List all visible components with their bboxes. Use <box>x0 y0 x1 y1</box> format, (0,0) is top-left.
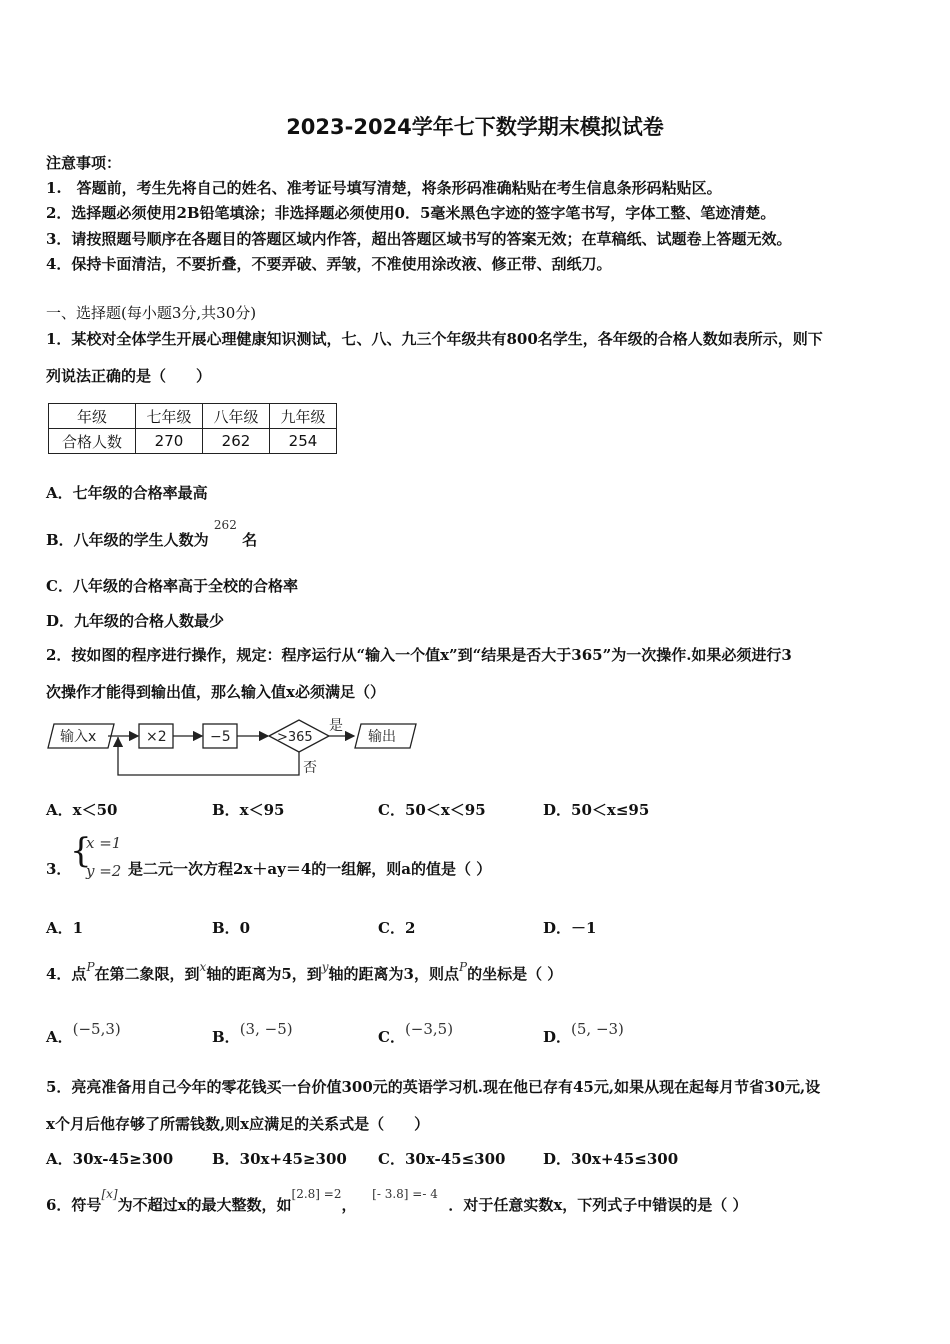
q4-stem-part: 在第二象限，到 <box>94 965 200 983</box>
q6-stem-part: 为不超过x的最大整数，如 <box>117 1196 292 1214</box>
q2-option-a: A．x＜50 <box>46 801 118 819</box>
q6-symbol: [x] <box>101 1187 118 1201</box>
q5-option-c: C．30x-45≤300 <box>378 1150 506 1168</box>
flow-yes-label: 是 <box>329 718 343 734</box>
q1-option-c: C．八年级的合格率高于全校的合格率 <box>46 577 298 595</box>
table-cell: 年级 <box>49 404 136 429</box>
q1-stem-line2: 列说法正确的是（ ） <box>46 367 212 385</box>
q1-option-b-text: B．八年级的学生人数为 <box>46 531 209 549</box>
notice-item-3: 3．请按照题号顺序在各题目的答题区域内作答，超出答题区域书写的答案无效；在草稿纸、试题卷上答题无效。 <box>46 230 792 248</box>
q1-option-d: D．九年级的合格人数最少 <box>46 612 225 630</box>
table-cell: 262 <box>203 429 270 454</box>
q5-stem-line2: x个月后他存够了所需钱数,则x应满足的关系式是（ ） <box>46 1115 430 1133</box>
q4-option-value: (−5,3) <box>72 1020 121 1038</box>
q2-option-c: C．50＜x＜95 <box>378 801 486 819</box>
table-cell: 254 <box>270 429 337 454</box>
q4-option-label: C． <box>378 1028 405 1046</box>
q1-option-b-unit: 名 <box>242 531 258 549</box>
q1-option-b <box>46 518 258 550</box>
section-heading: 一、选择题(每小题3分,共30分) <box>46 304 257 322</box>
q4-option-d <box>543 1020 624 1047</box>
q1-stem-line1: 1．某校对全体学生开展心理健康知识测试，七、八、九三个年级共有800名学生，各年级的合格人数如表所示，则下 <box>46 330 823 348</box>
q3-eq1: x =1 <box>86 834 122 852</box>
flow-no-label: 否 <box>303 760 317 776</box>
q4-stem-part: 轴的距离为5，到 <box>206 965 322 983</box>
notice-item-1: 1. 答题前，考生先将自己的姓名、准考证号填写清楚，将条形码准确粘贴在考生信息条形码粘贴区。 <box>46 179 722 197</box>
q3-option-a: A．1 <box>46 919 84 937</box>
q4-option-label: D． <box>543 1028 572 1046</box>
q4-stem <box>46 960 563 984</box>
q3-option-b: B．0 <box>212 919 251 937</box>
q3-stem: 是二元一次方程2x＋ay＝4的一组解，则a的值是（ ） <box>128 860 492 878</box>
flow-multiply-label: ×2 <box>146 729 167 745</box>
q4-option-value: (−3,5) <box>404 1020 454 1038</box>
flow-condition-label: >365 <box>277 730 313 745</box>
q4-axis-y: y <box>321 960 329 974</box>
q5-option-d: D．30x+45≤300 <box>543 1150 679 1168</box>
q4-stem-part: 的坐标是（ ） <box>467 965 563 983</box>
table-cell: 九年级 <box>270 404 337 429</box>
q1-option-b-number: 262 <box>213 518 237 532</box>
table-cell: 七年级 <box>136 404 203 429</box>
q4-point-p: P <box>86 960 95 974</box>
flow-subtract-label: −5 <box>210 729 231 745</box>
q4-axis-x: x <box>199 960 207 974</box>
q6-stem-part: ， <box>341 1196 357 1214</box>
q5-stem-line1: 5．亮亮准备用自己今年的零花钱买一台价值300元的英语学习机.现在他已存有45元,如果从现在起每月节省30元,设 <box>46 1078 821 1096</box>
q2-option-d: D．50＜x≤95 <box>543 801 650 819</box>
q5-option-a: A．30x-45≥300 <box>46 1150 174 1168</box>
q6-stem-part: 6．符号 <box>46 1196 102 1214</box>
table-row <box>49 404 337 429</box>
notice-item-2: 2．选择题必须使用2B铅笔填涂；非选择题必须使用0．5毫米黑色字迹的签字笔书写，字体工整、笔迹清楚。 <box>46 204 776 222</box>
q3-brace: { <box>70 831 92 871</box>
q6-example-2: [- 3.8] =- 4 <box>372 1187 438 1201</box>
q4-option-value: (3, −5) <box>239 1020 293 1038</box>
q4-stem-part: 轴的距离为3，则点 <box>328 965 459 983</box>
q3-option-d: D．－1 <box>543 919 597 937</box>
q4-option-label: B． <box>212 1028 240 1046</box>
q2-stem-line1: 2．按如图的程序进行操作，规定：程序运行从“输入一个值x”到“结果是否大于365”为一次操作.如果必须进行3 <box>46 646 792 664</box>
table-cell: 270 <box>136 429 203 454</box>
flowchart <box>44 716 424 780</box>
q4-option-label: A． <box>46 1028 73 1046</box>
q2-stem-line2: 次操作才能得到输出值，那么输入值x必须满足（） <box>46 683 385 701</box>
table-row <box>49 429 337 454</box>
flow-input-label: 输入x <box>60 729 97 745</box>
q6-example-1: [2.8] =2 <box>291 1187 342 1201</box>
q6-stem-part: ．对于任意实数x，下列式子中错误的是（ ） <box>448 1196 748 1214</box>
q4-stem-part: 4．点 <box>46 965 87 983</box>
notice-item-4: 4．保持卡面清洁，不要折叠，不要弄破、弄皱，不准使用涂改液、修正带、刮纸刀。 <box>46 255 612 273</box>
q4-option-b <box>212 1020 293 1047</box>
q3-eq2: y =2 <box>86 862 122 880</box>
grade-table <box>48 403 337 454</box>
q4-point-p: P <box>459 960 468 974</box>
q4-option-a <box>46 1020 121 1047</box>
table-cell: 八年级 <box>203 404 270 429</box>
table-cell: 合格人数 <box>49 429 136 454</box>
page-title: 2023-2024学年七下数学期末模拟试卷 <box>286 115 664 139</box>
q4-option-c <box>378 1020 454 1047</box>
q2-option-b: B．x＜95 <box>212 801 285 819</box>
q4-option-value: (5, −3) <box>571 1020 624 1038</box>
notice-heading: 注意事项： <box>46 154 122 172</box>
q3-number: 3． <box>46 860 72 878</box>
q3-option-c: C．2 <box>378 919 416 937</box>
q5-option-b: B．30x+45≥300 <box>212 1150 347 1168</box>
q1-option-a: A．七年级的合格率最高 <box>46 484 208 502</box>
flow-output-label: 输出 <box>368 729 396 745</box>
q6-stem <box>46 1187 748 1215</box>
